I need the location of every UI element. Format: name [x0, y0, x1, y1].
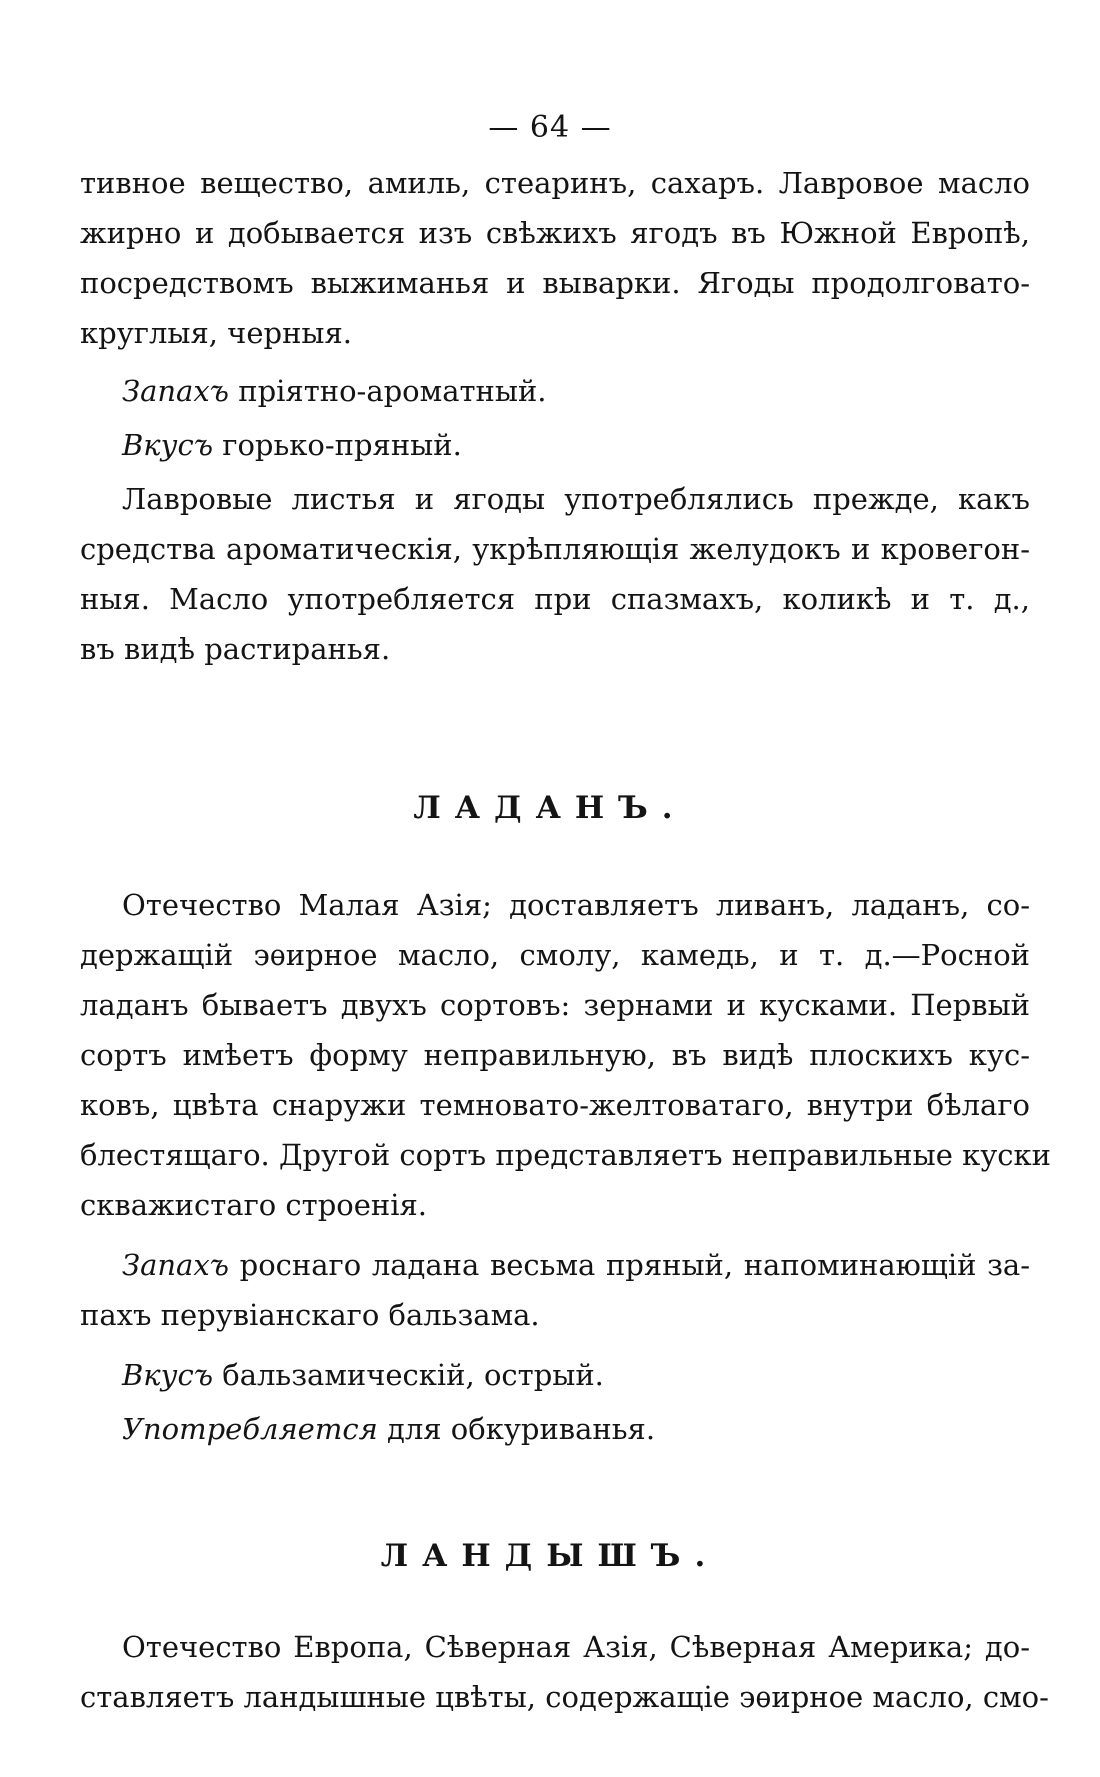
text-line: посредствомъ выжиманья и выварки. Ягоды продолговато-	[80, 266, 1030, 300]
section-heading-landysh: ЛАНДЫШЪ.	[380, 1538, 720, 1574]
text-line: блестящаго. Другой сортъ представляетъ неправильные куски	[80, 1138, 1051, 1172]
text-line	[80, 1240, 1030, 1290]
text-line: пахъ перувіанскаго бальзама.	[80, 1298, 540, 1332]
text-line	[80, 1350, 1030, 1400]
text-line: Лавровые листья и ягоды употреблялись прежде, какъ	[122, 482, 1030, 516]
text-line: Отечество Малая Азія; доставляетъ ливанъ, ладанъ, со-	[122, 888, 1030, 922]
text-line: сортъ имѣетъ форму неправильную, въ видѣ плоскихъ кус-	[80, 1038, 1030, 1072]
smell-text: пріятно-ароматный.	[229, 374, 547, 408]
laurel-taste-paragraph	[80, 420, 1030, 470]
text-line: жирно и добывается изъ свѣжихъ ягодъ въ Южной Европѣ,	[80, 216, 1030, 250]
smell-label: Запахъ	[122, 374, 230, 408]
text-line: въ видѣ растиранья.	[80, 632, 391, 666]
text-line	[80, 1404, 1030, 1454]
text-line: ныя. Масло употребляется при спазмахъ, коликѣ и т. д.,	[80, 582, 1030, 616]
text-line: тивное вещество, амиль, стеаринъ, сахаръ. Лавровое масло	[80, 166, 1030, 200]
ladan-smell-paragraph	[80, 1240, 1030, 1340]
page-number: — 64 —	[488, 110, 612, 145]
section-heading-ladan: ЛАДАНЪ.	[413, 790, 687, 826]
text-line: круглыя, черныя.	[80, 316, 353, 350]
text-line: ладанъ бываетъ двухъ сортовъ: зернами и кусками. Первый	[80, 988, 1030, 1022]
laurel-smell-paragraph	[80, 366, 1030, 416]
ladan-origin-paragraph	[80, 880, 1051, 1230]
smell-label: Запахъ	[122, 1248, 230, 1282]
text-line: скважистаго строенія.	[80, 1188, 428, 1222]
ladan-use-paragraph	[80, 1404, 1030, 1454]
ladan-taste-paragraph	[80, 1350, 1030, 1400]
taste-text: горько-пряный.	[213, 428, 462, 462]
text-line: ставляетъ ландышные цвѣты, содержащіе эѳирное масло, смо-	[80, 1680, 1049, 1714]
laurel-continuation-paragraph	[80, 158, 1030, 358]
taste-label: Вкусъ	[122, 1358, 214, 1392]
text-line	[80, 420, 1030, 470]
text-line	[80, 366, 1030, 416]
taste-text: бальзамическій, острый.	[213, 1358, 604, 1392]
text-line: держащій эѳирное масло, смолу, камедь, и т. д.—Росной	[80, 938, 1030, 972]
text-line: ковъ, цвѣта снаружи темновато-желтоватаго, внутри бѣлаго	[80, 1088, 1030, 1122]
taste-label: Вкусъ	[122, 428, 214, 462]
use-label: Употребляется	[122, 1412, 378, 1446]
smell-text: роснаго ладана весьма пряный, напоминающій за-	[229, 1248, 1030, 1282]
laurel-use-paragraph	[80, 474, 1030, 674]
landysh-origin-paragraph	[80, 1622, 1049, 1722]
text-line: средства ароматическія, укрѣпляющія желудокъ и кровегон-	[80, 532, 1030, 566]
text-line: Отечество Европа, Сѣверная Азія, Сѣверная Америка; до-	[122, 1630, 1030, 1664]
use-text: для обкуриванья.	[377, 1412, 656, 1446]
